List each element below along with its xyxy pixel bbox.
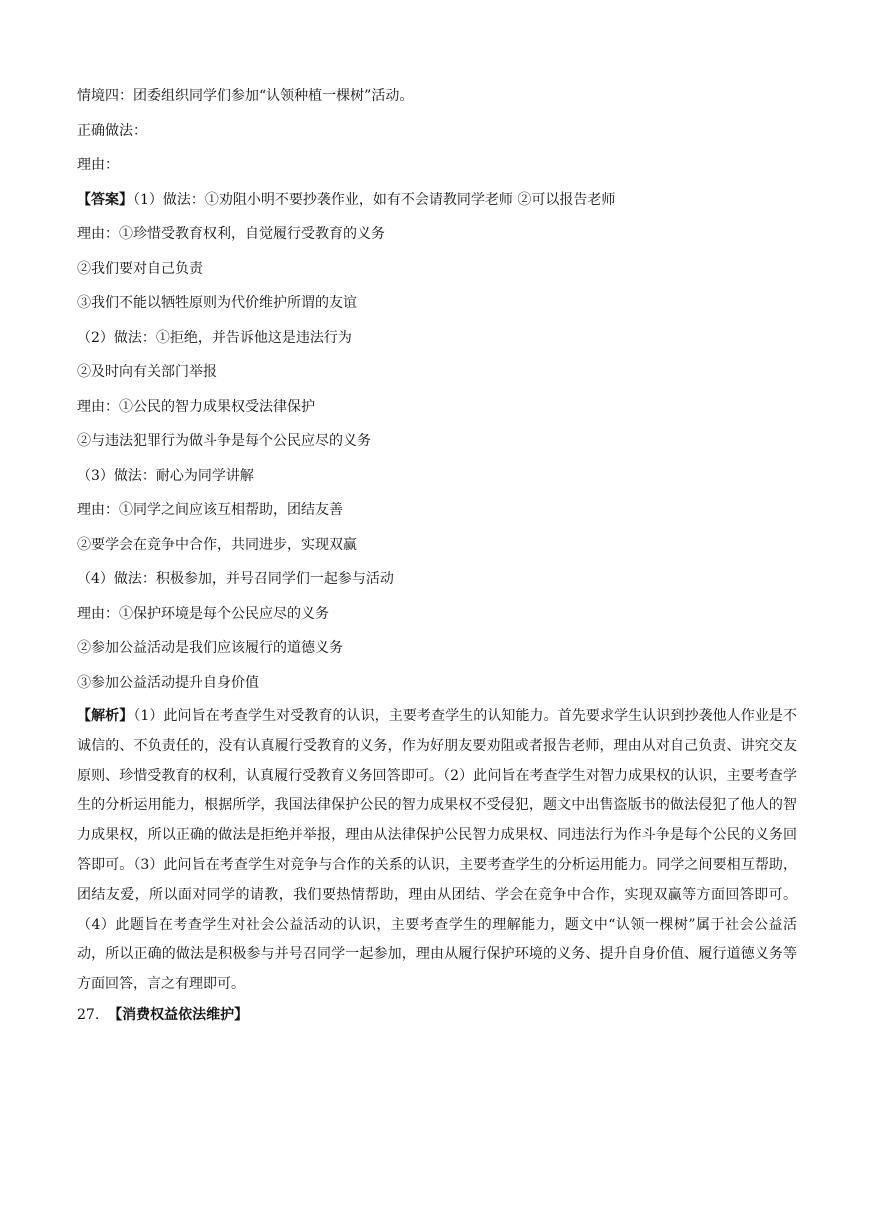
- answer-part3-reason-2: ②要学会在竞争中合作，共同进步，实现双赢: [77, 536, 357, 553]
- answer-part4-method: （4）做法：积极参加，并号召同学们一起参与活动: [77, 571, 394, 587]
- answer-part3-reason-1: 理由：①同学之间应该互相帮助，团结友善: [77, 502, 343, 518]
- analysis-paragraph: [77, 702, 797, 1000]
- answer-part3-method: （3）做法：耐心为同学讲解: [77, 467, 254, 484]
- answer-part2-method-2: ②及时向有关部门举报: [77, 364, 217, 380]
- answer-part1-reason-1: 理由：①珍惜受教育权利，自觉履行受教育的义务: [77, 226, 385, 242]
- correct-method-label: 正确做法：: [77, 122, 147, 139]
- answer-tag: 【答案】: [77, 191, 133, 208]
- answer-part2-reason-2: ②与违法犯罪行为做斗争是每个公民应尽的义务: [77, 433, 371, 449]
- next-question-title: 【消费权益依法维护】: [108, 1006, 249, 1023]
- answer-part4-reason-1: 理由：①保护环境是每个公民应尽的义务: [77, 605, 329, 622]
- page-content: [77, 86, 797, 1039]
- reason-label: 理由：: [77, 157, 119, 173]
- answer-part2-reason-1: 理由：①公民的智力成果权受法律保护: [77, 398, 315, 415]
- analysis-tag: 【解析】: [77, 708, 134, 724]
- answer-part4-reason-2: ②参加公益活动是我们应该履行的道德义务: [77, 640, 343, 656]
- answer-part1-method-text: （1）做法：①劝阻小明不要抄袭作业，如有不会请教同学老师 ②可以报告老师: [133, 191, 616, 208]
- analysis-text: （1）此问旨在考查学生对受教育的认识，主要考查学生的认知能力。首先要求学生认识到抄袭他人作业是不诚信的、不负责任的，没有认真履行受教育的义务，作为好朋友要劝阻或者报告老师，理由从对自己负责、讲究交友原则、珍惜受教育的权利，认真履行受教育义务回答即可。（2）此问旨在考查学生对智力成果权的认识，主要考查学生的分析运用能力，根据所学，我国法律保护公民的智力成果权不受侵犯，题文中出售盗版书的做法侵犯了他人的智力成果权，所以正确的做法是拒绝并举报，理由从法律保护公民智力成果权、同违法行为作斗争是每个公民的义务回答即可。（3）此问旨在考查学生对竞争与合作的关系的认识，主要考查学生的分析运用能力。同学之间要相互帮助，团结友爱，所以面对同学的请教，我们要热情帮助，理由从团结、学会在竞争中合作，实现双赢等方面回答即可。（4）此题旨在考查学生对社会公益活动的认识，主要考查学生的理解能力，题文中“认领一棵树”属于社会公益活动，所以正确的做法是积极参与并号召同学一起参加，理由从履行保护环境的义务、提升自身价值、履行道德义务等方面回答，言之有理即可。: [77, 708, 798, 993]
- answer-part1-method: [77, 190, 797, 210]
- next-question-heading: [77, 1005, 797, 1025]
- answer-part4-reason-3: ③参加公益活动提升自身价值: [77, 674, 259, 691]
- answer-part2-method-1: （2）做法：①拒绝，并告诉他这是违法行为: [77, 329, 352, 346]
- scenario-four-text: 情境四：团委组织同学们参加“认领种植一棵树”活动。: [77, 88, 414, 104]
- answer-part1-reason-3: ③我们不能以牺牲原则为代价维护所谓的友谊: [77, 295, 357, 311]
- answer-part1-reason-2: ②我们要对自己负责: [77, 260, 203, 277]
- next-question-number: 27.: [77, 1006, 100, 1023]
